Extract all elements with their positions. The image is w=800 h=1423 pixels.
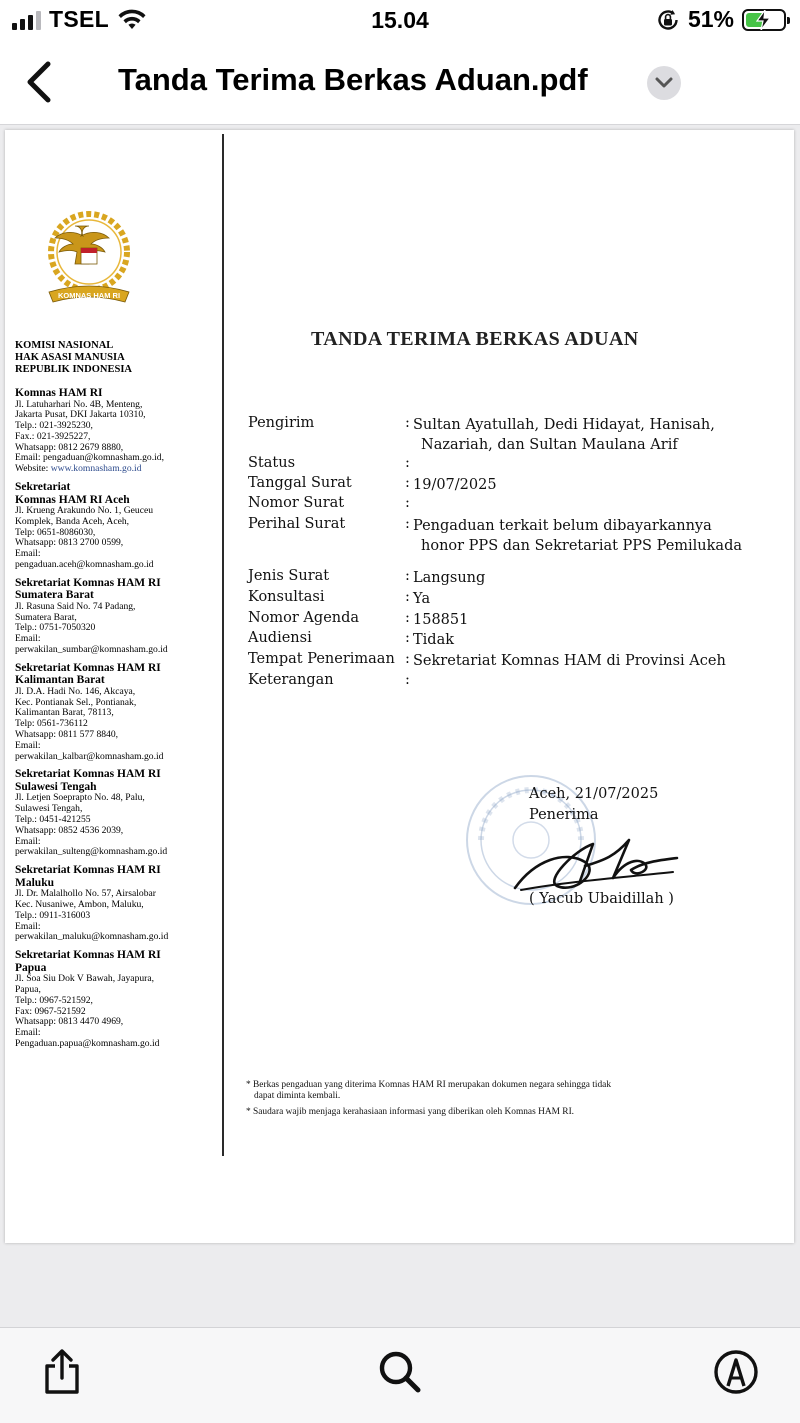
field-value: Langsung bbox=[413, 570, 486, 586]
markup-icon bbox=[712, 1348, 760, 1396]
org-name-line: KOMISI NASIONAL bbox=[15, 340, 114, 351]
office-detail-line: Komplek, Banda Aceh, Aceh, bbox=[15, 515, 130, 527]
office-detail-line: Jl. Rasuna Said No. 74 Padang, bbox=[15, 600, 136, 612]
office-detail-line: Papua, bbox=[15, 983, 41, 995]
field-value: Sekretariat Komnas HAM di Provinsi Aceh bbox=[413, 653, 726, 669]
org-name-line: HAK ASASI MANUSIA bbox=[15, 352, 125, 363]
office-name: Sumatera Barat bbox=[15, 589, 94, 602]
handwritten-signature bbox=[505, 820, 685, 900]
field-label: Tempat Penerimaan bbox=[248, 651, 395, 667]
office-detail-line: Telp.: 0451-421255 bbox=[15, 814, 91, 826]
office-detail-line: Telp.: 021-3925230, bbox=[15, 420, 93, 432]
search-icon bbox=[376, 1348, 424, 1396]
navigation-bar bbox=[0, 42, 800, 125]
letterhead-divider bbox=[222, 134, 224, 1156]
field-label: Audiensi bbox=[248, 630, 312, 646]
field-colon: : bbox=[405, 415, 410, 431]
office-detail-line: Telp.: 0751-7050320 bbox=[15, 622, 96, 634]
office-detail-line: Sumatera Barat, bbox=[15, 611, 77, 623]
office-detail-line: Kalimantan Barat, 78113, bbox=[15, 707, 114, 719]
office-name: Maluku bbox=[15, 876, 54, 889]
office-name: Sekretariat Komnas HAM RI bbox=[15, 768, 161, 781]
office-detail-line: perwakilan_maluku@komnasham.go.id bbox=[15, 931, 169, 943]
title-menu-button[interactable] bbox=[647, 66, 681, 100]
office-detail-line: Fax: 0967-521592 bbox=[15, 1005, 86, 1017]
office-detail-line: perwakilan_kalbar@komnasham.go.id bbox=[15, 750, 164, 762]
share-icon bbox=[38, 1348, 86, 1396]
back-button[interactable] bbox=[18, 60, 58, 104]
field-label: Jenis Surat bbox=[248, 568, 330, 584]
office-detail-line: Whatsapp: 0811 577 8840, bbox=[15, 729, 119, 741]
office-detail-line: Telp: 0651-8086030, bbox=[15, 526, 96, 538]
field-colon: : bbox=[405, 455, 410, 471]
office-detail-line: Jl. Latuharhari No. 4B, Menteng, bbox=[15, 398, 143, 410]
office-detail-line: Whatsapp: 0813 4470 4969, bbox=[15, 1016, 124, 1028]
back-chevron-icon bbox=[18, 60, 58, 104]
signature-role: Penerima bbox=[529, 807, 599, 823]
carrier-name: TSEL bbox=[49, 6, 109, 32]
office-entry bbox=[15, 662, 220, 763]
office-name: Sekretariat Komnas HAM RI bbox=[15, 576, 161, 589]
field-value: 158851 bbox=[413, 612, 469, 628]
chevron-down-icon bbox=[655, 77, 673, 89]
field-label: Konsultasi bbox=[248, 589, 325, 605]
office-detail-line: Pengaduan.papua@komnasham.go.id bbox=[15, 1037, 160, 1049]
office-detail-line: Whatsapp: 0852 4536 2039, bbox=[15, 824, 124, 836]
office-detail-line: pengaduan.aceh@komnasham.go.id bbox=[15, 559, 154, 571]
office-detail-line: Jl. D.A. Hadi No. 146, Akcaya, bbox=[15, 685, 136, 697]
office-detail-line: Email: pengaduan@komnasham.go.id, bbox=[15, 452, 164, 464]
field-label: Keterangan bbox=[248, 672, 334, 688]
field-colon: : bbox=[405, 589, 410, 605]
office-name: Sekretariat Komnas HAM RI bbox=[15, 949, 161, 962]
field-label: Perihal Surat bbox=[248, 516, 346, 532]
status-bar bbox=[0, 0, 800, 42]
office-detail-line: Email: bbox=[15, 1027, 41, 1039]
office-name: Komnas HAM RI bbox=[15, 387, 103, 399]
office-detail-line: Kec. Pontianak Sel., Pontianak, bbox=[15, 696, 137, 708]
office-detail-line: Email: bbox=[15, 548, 41, 560]
search-button[interactable] bbox=[376, 1348, 424, 1396]
office-detail-line: perwakilan_sulteng@komnasham.go.id bbox=[15, 846, 168, 858]
svg-text:KOMNAS HAM RI: KOMNAS HAM RI bbox=[57, 291, 121, 300]
status-time: 15.04 bbox=[371, 7, 429, 33]
office-name: Sekretariat bbox=[15, 481, 71, 494]
organization-name bbox=[15, 340, 220, 376]
office-detail-line: Email: bbox=[15, 739, 41, 751]
office-entry bbox=[15, 768, 220, 858]
office-detail-line: Kec. Nusaniwe, Ambon, Maluku, bbox=[15, 899, 144, 910]
field-colon: : bbox=[405, 495, 410, 511]
office-detail-line: Jl. Soa Siu Dok V Bawah, Jayapura, bbox=[15, 973, 155, 985]
office-detail-line: Telp.: 0911-316003 bbox=[15, 909, 91, 921]
field-label: Tanggal Surat bbox=[248, 475, 352, 491]
field-colon: : bbox=[405, 672, 410, 688]
receiver-name: ( Yacub Ubaidillah ) bbox=[529, 891, 674, 907]
field-label: Nomor Surat bbox=[248, 495, 345, 511]
field-value: 19/07/2025 bbox=[413, 477, 497, 493]
field-value: Tidak bbox=[413, 632, 455, 648]
orientation-lock-icon bbox=[656, 8, 680, 32]
office-entry bbox=[15, 387, 220, 475]
office-detail-line: Jl. Krueng Arakundo No. 1, Geuceu bbox=[15, 505, 154, 517]
office-detail-line: Whatsapp: 0812 2679 8880, bbox=[15, 441, 124, 453]
field-colon: : bbox=[405, 516, 410, 532]
office-name: Kalimantan Barat bbox=[15, 674, 105, 687]
signature-place-date: Aceh, 21/07/2025 bbox=[529, 786, 659, 802]
status-right bbox=[656, 6, 786, 33]
office-detail-line: Telp.: 0967-521592, bbox=[15, 994, 93, 1006]
document-heading: TANDA TERIMA BERKAS ADUAN bbox=[311, 328, 639, 350]
office-entry bbox=[15, 577, 220, 656]
field-value: Ya bbox=[413, 591, 431, 607]
office-detail-line: Jakarta Pusat, DKI Jakarta 10310, bbox=[15, 409, 146, 421]
footnotes bbox=[246, 1080, 746, 1122]
office-detail-line: Jl. Letjen Soeprapto No. 48, Palu, bbox=[15, 792, 145, 804]
field-colon: : bbox=[405, 651, 410, 667]
office-entry bbox=[15, 481, 220, 571]
komnas-ham-logo bbox=[35, 208, 143, 314]
org-name-line: REPUBLIK INDONESIA bbox=[15, 364, 132, 375]
office-detail-line: Telp: 0561-736112 bbox=[15, 718, 88, 730]
markup-button[interactable] bbox=[712, 1348, 760, 1396]
office-detail-line: Email: bbox=[15, 633, 41, 645]
office-detail-line: Email: bbox=[15, 835, 41, 847]
office-entry bbox=[15, 949, 220, 1050]
field-label: Status bbox=[248, 455, 296, 471]
bottom-toolbar bbox=[0, 1327, 800, 1423]
battery-percent: 51% bbox=[687, 6, 734, 32]
field-colon: : bbox=[405, 568, 410, 584]
office-detail-line: Sulawesi Tengah, bbox=[15, 803, 83, 815]
office-entry bbox=[15, 864, 220, 943]
document-title[interactable]: Tanda Terima Berkas Aduan.pdf bbox=[118, 62, 588, 97]
field-value: Sultan Ayatullah, Dedi Hidayat, Hanisah, Nazariah, dan Sultan Maulana Arif bbox=[413, 417, 715, 453]
field-colon: : bbox=[405, 475, 410, 491]
field-colon: : bbox=[405, 630, 410, 646]
office-detail-line: Jl. Dr. Malalhollo No. 57, Airsalobar bbox=[15, 888, 156, 900]
office-detail-line: Whatsapp: 0813 2700 0599, bbox=[15, 537, 124, 549]
office-name: Sekretariat Komnas HAM RI bbox=[15, 661, 161, 674]
field-colon: : bbox=[405, 610, 410, 626]
share-button[interactable] bbox=[38, 1348, 86, 1396]
footnote: * Berkas pengaduan yang diterima Komnas HAM RI merupakan dokumen negara sehingga tidak dapat diminta kembali. bbox=[246, 1080, 612, 1101]
office-detail-line: Email: bbox=[15, 920, 41, 932]
field-label: Pengirim bbox=[248, 415, 315, 431]
office-detail-line: Fax.: 021-3925227, bbox=[15, 430, 91, 442]
footnote: * Saudara wajib menjaga kerahasiaan informasi yang diberikan oleh Komnas HAM RI. bbox=[246, 1106, 575, 1117]
battery-charging-icon bbox=[742, 9, 786, 31]
office-list bbox=[15, 387, 220, 1056]
field-value: Pengaduan terkait belum dibayarkannya honor PPS dan Sekretariat PPS Pemilukada bbox=[413, 518, 743, 554]
pdf-page[interactable] bbox=[5, 130, 794, 1243]
office-name: Komnas HAM RI Aceh bbox=[15, 493, 130, 506]
field-label: Nomor Agenda bbox=[248, 610, 360, 626]
office-name: Papua bbox=[15, 961, 47, 974]
office-detail-line: perwakilan_sumbar@komnasham.go.id bbox=[15, 644, 168, 656]
office-name: Sulawesi Tengah bbox=[15, 780, 97, 793]
office-name: Sekretariat Komnas HAM RI bbox=[15, 864, 161, 877]
office-detail-line: Website: www.komnasham.go.id bbox=[15, 463, 142, 475]
